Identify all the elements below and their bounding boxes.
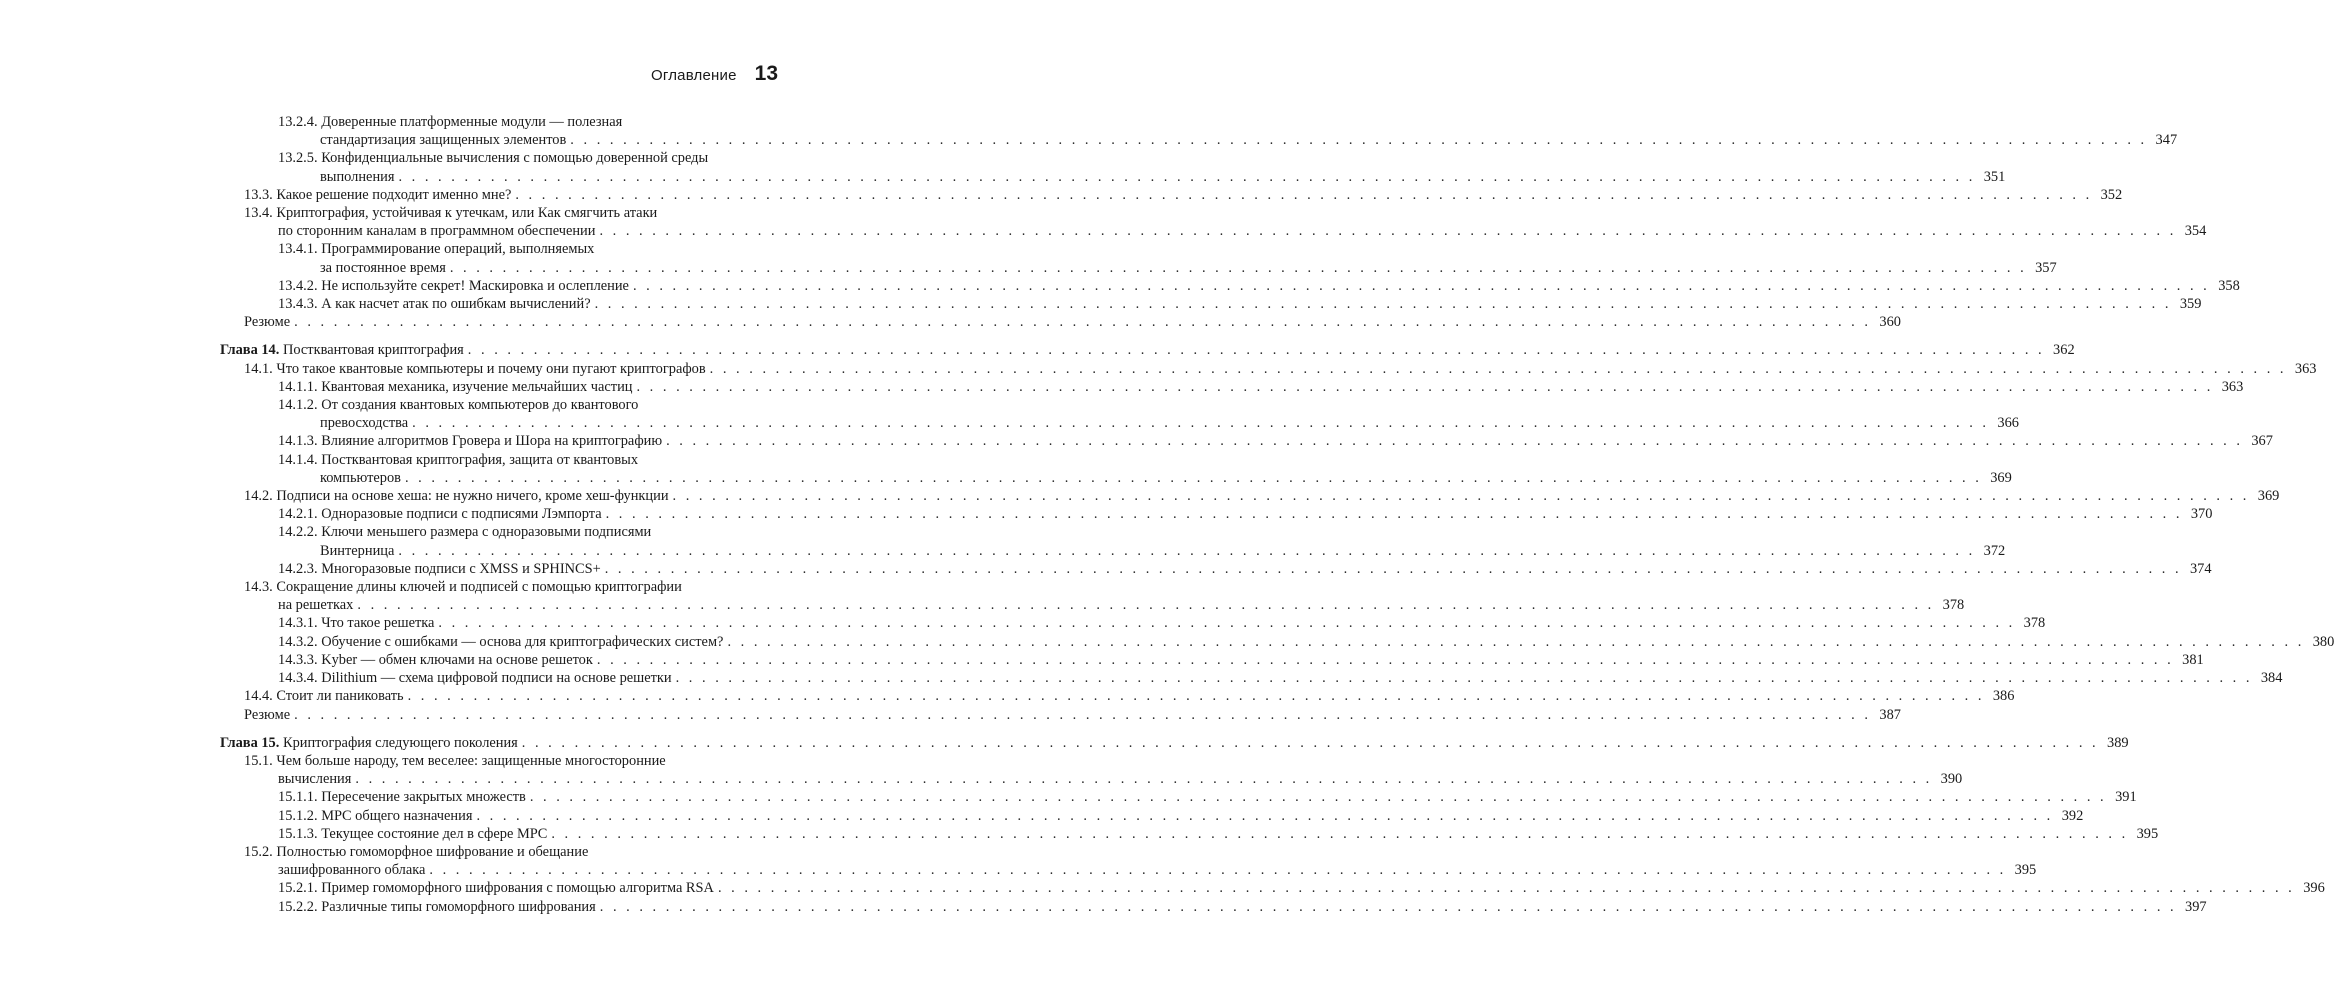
section-number: 14.2. — [244, 488, 273, 505]
entry-title-line: на решетках — [278, 597, 354, 614]
entry-title-line: по сторонним каналам в программном обеспечении — [278, 223, 596, 240]
entry-page-number: 390 — [1940, 771, 1963, 788]
header-title: Оглавление — [651, 67, 737, 84]
toc-entry — [220, 843, 2037, 879]
section-number: 14.4. — [244, 688, 273, 705]
dot-leader: . . . . . . . . . . . . . . . . . . . . . . . . . . . . . . . . . . . . . . . . . . . . . . . . . . . . . . . . . . . . . . . . . . . . . . . . . . . . . . . . . . . . . . . . . . . . . . . . . . . . . . . . . . . . . . . . . . . . . . . . — [727, 633, 2305, 650]
entry-page-number: 396 — [2303, 880, 2325, 897]
dot-leader: . . . . . . . . . . . . . . . . . . . . . . . . . . . . . . . . . . . . . . . . . . . . . . . . . . . . . . . . . . . . . . . . . . . . . . . . . . . . . . . . . . . . . . . . . . . . . . . . . . . . . . . . . . . . . . . . . . . . . . . . — [294, 706, 1871, 723]
toc-entry — [220, 825, 2159, 843]
entry-page-number: 389 — [2107, 734, 2129, 751]
dot-leader: . . . . . . . . . . . . . . . . . . . . . . . . . . . . . . . . . . . . . . . . . . . . . . . . . . . . . . . . . . . . . . . . . . . . . . . . . . . . . . . . . . . . . . . . . . . . . . . . . . . . . . . . . . . . . . . . . . . . . . . . — [467, 342, 2045, 359]
dot-leader: . . . . . . . . . . . . . . . . . . . . . . . . . . . . . . . . . . . . . . . . . . . . . . . . . . . . . . . . . . . . . . . . . . . . . . . . . . . . . . . . . . . . . . . . . . . . . . . . . . . . . . . . . . . . . . . . . . . . . . . . — [599, 898, 2177, 915]
entry-page-number: 347 — [2155, 132, 2178, 149]
entry-page-number: 369 — [2257, 488, 2280, 505]
running-header — [651, 62, 778, 86]
toc-entry — [220, 807, 2084, 825]
dot-leader: . . . . . . . . . . . . . . . . . . . . . . . . . . . . . . . . . . . . . . . . . . . . . . . . . . . . . . . . . . . . . . . . . . . . . . . . . . . . . . . . . . . . . . . . . . . . . . . . . . . . . . . . . . . . . . . . . . . . . . . . — [407, 688, 1985, 705]
dot-leader: . . . . . . . . . . . . . . . . . . . . . . . . . . . . . . . . . . . . . . . . . . . . . . . . . . . . . . . . . . . . . . . . . . . . . . . . . . . . . . . . . . . . . . . . . . . . . . . . . . . . . . . . . . . . . . . . . . . . . . . . — [398, 542, 1976, 559]
entry-title-line: Доверенные платформенные модули — полезная — [321, 114, 623, 130]
entry-page-number: 387 — [1879, 706, 1901, 723]
dot-leader: . . . . . . . . . . . . . . . . . . . . . . . . . . . . . . . . . . . . . . . . . . . . . . . . . . . . . . . . . . . . . . . . . . . . . . . . . . . . . . . . . . . . . . . . . . . . . . . . . . . . . . . . . . . . . . . . . . . . . . . . — [357, 597, 1935, 614]
entry-title-line: Обучение с ошибками — основа для криптографических систем? — [321, 633, 724, 650]
entry-title-line: зашифрованного облака — [278, 862, 426, 879]
toc-entry — [220, 487, 2280, 505]
entry-title-line: Стоит ли паниковать — [276, 688, 404, 705]
section-number: 14.3. — [244, 579, 273, 596]
entry-page-number: 360 — [1879, 314, 1901, 331]
section-number: 14.3.4. — [278, 670, 318, 687]
entry-title-line: Многоразовые подписи с XMSS и SPHINCS+ — [321, 560, 601, 577]
entry-title-line: Криптография следующего поколения — [282, 734, 518, 751]
entry-page-number: 357 — [2035, 259, 2057, 276]
dot-leader: . . . . . . . . . . . . . . . . . . . . . . . . . . . . . . . . . . . . . . . . . . . . . . . . . . . . . . . . . . . . . . . . . . . . . . . . . . . . . . . . . . . . . . . . . . . . . . . . . . . . . . . . . . . . . . . . . . . . . . . . — [636, 378, 2214, 395]
toc-entry — [220, 651, 2204, 669]
entry-title-line: Какое решение подходит именно мне? — [276, 186, 512, 203]
section-number: 14.1.1. — [278, 378, 318, 395]
entry-page-number: 351 — [1983, 168, 2006, 185]
toc-chapter-entry — [220, 734, 2129, 752]
entry-page-number: 395 — [2136, 825, 2159, 842]
dot-leader: . . . . . . . . . . . . . . . . . . . . . . . . . . . . . . . . . . . . . . . . . . . . . . . . . . . . . . . . . . . . . . . . . . . . . . . . . . . . . . . . . . . . . . . . . . . . . . . . . . . . . . . . . . . . . . . . . . . . . . . . — [599, 223, 2177, 240]
entry-page-number: 378 — [1942, 597, 1965, 614]
entry-page-number: 358 — [2218, 277, 2240, 294]
section-number: 15.1.2. — [278, 807, 318, 824]
entry-title-line: Kyber — обмен ключами на основе решеток — [321, 651, 593, 668]
entry-title-line: Конфиденциальные вычисления с помощью доверенной среды — [321, 150, 709, 167]
toc-entry — [220, 240, 2057, 276]
entry-page-number: 392 — [2061, 807, 2084, 824]
entry-title-line: А как насчет атак по ошибкам вычислений? — [321, 296, 591, 313]
dot-leader: . . . . . . . . . . . . . . . . . . . . . . . . . . . . . . . . . . . . . . . . . . . . . . . . . . . . . . . . . . . . . . . . . . . . . . . . . . . . . . . . . . . . . . . . . . . . . . . . . . . . . . . . . . . . . . . . . . . . . . . . — [605, 506, 2183, 523]
entry-title-line: Винтерница — [320, 542, 395, 559]
dot-leader: . . . . . . . . . . . . . . . . . . . . . . . . . . . . . . . . . . . . . . . . . . . . . . . . . . . . . . . . . . . . . . . . . . . . . . . . . . . . . . . . . . . . . . . . . . . . . . . . . . . . . . . . . . . . . . . . . . . . . . . . — [355, 771, 1933, 788]
entry-title-line: вычисления — [278, 771, 352, 788]
section-number: 14.3.2. — [278, 633, 318, 650]
entry-title-line: Программирование операций, выполняемых — [321, 241, 595, 258]
section-number: 13.2.4. — [278, 114, 318, 130]
entry-title-line: От создания квантовых компьютеров до квантового — [321, 397, 639, 414]
entry-title-line: за постоянное время — [320, 259, 446, 276]
entry-page-number: 391 — [2115, 789, 2137, 806]
entry-title-line: Dilithium — схема цифровой подписи на основе решетки — [321, 670, 672, 687]
entry-page-number: 386 — [1992, 688, 2015, 705]
entry-title-line: Ключи меньшего размера с одноразовыми подписями — [321, 524, 652, 541]
entry-page-number: 367 — [2251, 433, 2273, 450]
entry-page-number: 384 — [2260, 670, 2283, 687]
section-number: 13.2.5. — [278, 150, 318, 167]
entry-page-number: 369 — [1990, 469, 2012, 486]
entry-page-number: 363 — [2221, 378, 2244, 395]
dot-leader: . . . . . . . . . . . . . . . . . . . . . . . . . . . . . . . . . . . . . . . . . . . . . . . . . . . . . . . . . . . . . . . . . . . . . . . . . . . . . . . . . . . . . . . . . . . . . . . . . . . . . . . . . . . . . . . . . . . . . . . . — [521, 734, 2099, 751]
dot-leader: . . . . . . . . . . . . . . . . . . . . . . . . . . . . . . . . . . . . . . . . . . . . . . . . . . . . . . . . . . . . . . . . . . . . . . . . . . . . . . . . . . . . . . . . . . . . . . . . . . . . . . . . . . . . . . . . . . . . . . . . — [675, 670, 2253, 687]
toc-entry — [220, 451, 2012, 487]
dot-leader: . . . . . . . . . . . . . . . . . . . . . . . . . . . . . . . . . . . . . . . . . . . . . . . . . . . . . . . . . . . . . . . . . . . . . . . . . . . . . . . . . . . . . . . . . . . . . . . . . . . . . . . . . . . . . . . . . . . . . . . . — [717, 880, 2295, 897]
entry-title-line: Что такое квантовые компьютеры и почему они пугают криптографов — [276, 360, 706, 377]
dot-leader: . . . . . . . . . . . . . . . . . . . . . . . . . . . . . . . . . . . . . . . . . . . . . . . . . . . . . . . . . . . . . . . . . . . . . . . . . . . . . . . . . . . . . . . . . . . . . . . . . . . . . . . . . . . . . . . . . . . . . . . . — [438, 615, 2016, 632]
entry-title-line: Не используйте секрет! Маскировка и ослепление — [321, 277, 629, 294]
entry-page-number: 372 — [1983, 542, 2006, 559]
dot-leader: . . . . . . . . . . . . . . . . . . . . . . . . . . . . . . . . . . . . . . . . . . . . . . . . . . . . . . . . . . . . . . . . . . . . . . . . . . . . . . . . . . . . . . . . . . . . . . . . . . . . . . . . . . . . . . . . . . . . . . . . — [515, 186, 2093, 203]
entry-title-line: Резюме — [244, 706, 291, 723]
toc-entry — [220, 432, 2273, 450]
dot-leader: . . . . . . . . . . . . . . . . . . . . . . . . . . . . . . . . . . . . . . . . . . . . . . . . . . . . . . . . . . . . . . . . . . . . . . . . . . . . . . . . . . . . . . . . . . . . . . . . . . . . . . . . . . . . . . . . . . . . . . . . — [294, 314, 1871, 331]
table-of-contents — [220, 113, 2334, 916]
entry-page-number: 397 — [2185, 898, 2207, 915]
section-number: 15.2.1. — [278, 880, 318, 897]
entry-title-line: Пересечение закрытых множеств — [321, 789, 526, 806]
toc-entry — [220, 149, 2006, 185]
entry-page-number: 359 — [2179, 296, 2202, 313]
dot-leader: . . . . . . . . . . . . . . . . . . . . . . . . . . . . . . . . . . . . . . . . . . . . . . . . . . . . . . . . . . . . . . . . . . . . . . . . . . . . . . . . . . . . . . . . . . . . . . . . . . . . . . . . . . . . . . . . . . . . . . . . — [412, 415, 1989, 432]
toc-summary-entry — [220, 706, 1901, 724]
entry-title-line: Постквантовая криптография, защита от квантовых — [321, 451, 639, 468]
section-number: 14.2.1. — [278, 506, 318, 523]
entry-page-number: 363 — [2294, 360, 2317, 377]
toc-entry — [220, 578, 1965, 614]
section-number: 13.4.2. — [278, 277, 318, 294]
section-number: 15.2.2. — [278, 898, 318, 915]
section-number: 14.3.1. — [278, 615, 318, 632]
entry-title-line: Полностью гомоморфное шифрование и обещание — [276, 843, 589, 860]
dot-leader: . . . . . . . . . . . . . . . . . . . . . . . . . . . . . . . . . . . . . . . . . . . . . . . . . . . . . . . . . . . . . . . . . . . . . . . . . . . . . . . . . . . . . . . . . . . . . . . . . . . . . . . . . . . . . . . . . . . . . . . . — [666, 433, 2243, 450]
section-number: 14.3.3. — [278, 651, 318, 668]
chapter-label: Глава 15. — [220, 734, 280, 751]
dot-leader: . . . . . . . . . . . . . . . . . . . . . . . . . . . . . . . . . . . . . . . . . . . . . . . . . . . . . . . . . . . . . . . . . . . . . . . . . . . . . . . . . . . . . . . . . . . . . . . . . . . . . . . . . . . . . . . . . . . . . . . . — [709, 360, 2287, 377]
section-number: 15.2. — [244, 843, 273, 860]
dot-leader: . . . . . . . . . . . . . . . . . . . . . . . . . . . . . . . . . . . . . . . . . . . . . . . . . . . . . . . . . . . . . . . . . . . . . . . . . . . . . . . . . . . . . . . . . . . . . . . . . . . . . . . . . . . . . . . . . . . . . . . . — [596, 651, 2174, 668]
toc-entry — [220, 614, 2046, 632]
toc-entry — [220, 788, 2137, 806]
entry-page-number: 354 — [2184, 223, 2207, 240]
dot-leader: . . . . . . . . . . . . . . . . . . . . . . . . . . . . . . . . . . . . . . . . . . . . . . . . . . . . . . . . . . . . . . . . . . . . . . . . . . . . . . . . . . . . . . . . . . . . . . . . . . . . . . . . . . . . . . . . . . . . . . . . — [570, 132, 2148, 149]
entry-title-line: Влияние алгоритмов Гровера и Шора на криптографию — [321, 433, 663, 450]
dot-leader: . . . . . . . . . . . . . . . . . . . . . . . . . . . . . . . . . . . . . . . . . . . . . . . . . . . . . . . . . . . . . . . . . . . . . . . . . . . . . . . . . . . . . . . . . . . . . . . . . . . . . . . . . . . . . . . . . . . . . . . . — [398, 168, 1976, 185]
toc-entry — [220, 560, 2212, 578]
toc-entry — [220, 360, 2317, 378]
entry-page-number: 352 — [2100, 186, 2123, 203]
toc-entry — [220, 396, 2019, 432]
entry-title-line: выполнения — [320, 168, 395, 185]
entry-title-line: Различные типы гомоморфного шифрования — [321, 898, 596, 915]
toc-entry — [220, 687, 2015, 705]
entry-title-line: Подписи на основе хеша: не нужно ничего, кроме хеш-функции — [276, 488, 669, 505]
entry-page-number: 366 — [1997, 415, 2019, 432]
section-number: 13.4. — [244, 205, 273, 222]
toc-entry — [220, 879, 2325, 897]
toc-entry — [220, 669, 2283, 687]
toc-entry — [220, 113, 2178, 149]
section-number: 15.1.3. — [278, 825, 318, 842]
toc-chapter-entry — [220, 341, 2075, 359]
entry-title-line: Что такое решетка — [321, 615, 435, 632]
page-number: 13 — [754, 62, 778, 85]
entry-title-line: стандартизация защищенных элементов — [320, 132, 567, 149]
toc-entry — [220, 898, 2207, 916]
entry-title-line: Постквантовая криптография — [282, 342, 464, 359]
entry-page-number: 380 — [2312, 633, 2334, 650]
section-number: 13.4.3. — [278, 296, 318, 313]
entry-page-number: 362 — [2053, 342, 2075, 359]
dot-leader: . . . . . . . . . . . . . . . . . . . . . . . . . . . . . . . . . . . . . . . . . . . . . . . . . . . . . . . . . . . . . . . . . . . . . . . . . . . . . . . . . . . . . . . . . . . . . . . . . . . . . . . . . . . . . . . . . . . . . . . . — [594, 296, 2172, 313]
section-number: 14.1.2. — [278, 397, 318, 414]
entry-page-number: 381 — [2182, 651, 2204, 668]
dot-leader: . . . . . . . . . . . . . . . . . . . . . . . . . . . . . . . . . . . . . . . . . . . . . . . . . . . . . . . . . . . . . . . . . . . . . . . . . . . . . . . . . . . . . . . . . . . . . . . . . . . . . . . . . . . . . . . . . . . . . . . . — [672, 488, 2250, 505]
dot-leader: . . . . . . . . . . . . . . . . . . . . . . . . . . . . . . . . . . . . . . . . . . . . . . . . . . . . . . . . . . . . . . . . . . . . . . . . . . . . . . . . . . . . . . . . . . . . . . . . . . . . . . . . . . . . . . . . . . . . . . . . — [404, 469, 1982, 486]
entry-page-number: 378 — [2023, 615, 2046, 632]
dot-leader: . . . . . . . . . . . . . . . . . . . . . . . . . . . . . . . . . . . . . . . . . . . . . . . . . . . . . . . . . . . . . . . . . . . . . . . . . . . . . . . . . . . . . . . . . . . . . . . . . . . . . . . . . . . . . . . . . . . . . . . . — [429, 862, 2007, 879]
section-number: 15.1.1. — [278, 789, 318, 806]
section-number: 13.3. — [244, 186, 273, 203]
toc-entry — [220, 752, 1963, 788]
toc-entry — [220, 277, 2240, 295]
section-number: 14.2.3. — [278, 560, 318, 577]
entry-title-line: Криптография, устойчивая к утечкам, или Как смягчить атаки — [276, 205, 658, 222]
toc-entry — [220, 505, 2213, 523]
dot-leader: . . . . . . . . . . . . . . . . . . . . . . . . . . . . . . . . . . . . . . . . . . . . . . . . . . . . . . . . . . . . . . . . . . . . . . . . . . . . . . . . . . . . . . . . . . . . . . . . . . . . . . . . . . . . . . . . . . . . . . . . — [604, 560, 2182, 577]
entry-title-line: Пример гомоморфного шифрования с помощью алгоритма RSA — [321, 880, 714, 897]
dot-leader: . . . . . . . . . . . . . . . . . . . . . . . . . . . . . . . . . . . . . . . . . . . . . . . . . . . . . . . . . . . . . . . . . . . . . . . . . . . . . . . . . . . . . . . . . . . . . . . . . . . . . . . . . . . . . . . . . . . . . . . . — [476, 807, 2054, 824]
entry-page-number: 395 — [2014, 862, 2037, 879]
dot-leader: . . . . . . . . . . . . . . . . . . . . . . . . . . . . . . . . . . . . . . . . . . . . . . . . . . . . . . . . . . . . . . . . . . . . . . . . . . . . . . . . . . . . . . . . . . . . . . . . . . . . . . . . . . . . . . . . . . . . . . . . — [449, 259, 2027, 276]
toc-entry — [220, 204, 2207, 240]
entry-page-number: 370 — [2190, 506, 2213, 523]
entry-page-number: 374 — [2189, 560, 2212, 577]
chapter-label: Глава 14. — [220, 342, 280, 359]
entry-title-line: Одноразовые подписи с подписями Лэмпорта — [321, 506, 602, 523]
toc-entry — [220, 378, 2244, 396]
section-number: 13.4.1. — [278, 241, 318, 258]
section-number: 14.1. — [244, 360, 273, 377]
entry-title-line: Квантовая механика, изучение мельчайших частиц — [321, 378, 633, 395]
entry-title-line: компьютеров — [320, 469, 401, 486]
entry-title-line: Текущее состояние дел в сфере MPC — [321, 825, 548, 842]
dot-leader: . . . . . . . . . . . . . . . . . . . . . . . . . . . . . . . . . . . . . . . . . . . . . . . . . . . . . . . . . . . . . . . . . . . . . . . . . . . . . . . . . . . . . . . . . . . . . . . . . . . . . . . . . . . . . . . . . . . . . . . . — [529, 789, 2107, 806]
toc-entry — [220, 523, 2006, 559]
section-number: 15.1. — [244, 752, 273, 769]
toc-summary-entry — [220, 313, 1901, 331]
section-number: 14.2.2. — [278, 524, 318, 541]
toc-entry — [220, 295, 2202, 313]
toc-entry — [220, 633, 2334, 651]
entry-title-line: MPC общего назначения — [321, 807, 473, 824]
entry-title-line: Резюме — [244, 314, 291, 331]
entry-title-line: Сокращение длины ключей и подписей с помощью криптографии — [276, 579, 682, 596]
dot-leader: . . . . . . . . . . . . . . . . . . . . . . . . . . . . . . . . . . . . . . . . . . . . . . . . . . . . . . . . . . . . . . . . . . . . . . . . . . . . . . . . . . . . . . . . . . . . . . . . . . . . . . . . . . . . . . . . . . . . . . . . — [551, 825, 2129, 842]
toc-entry — [220, 186, 2123, 204]
section-number: 14.1.3. — [278, 433, 318, 450]
entry-title-line: Чем больше народу, тем веселее: защищенные многосторонние — [276, 752, 666, 769]
dot-leader: . . . . . . . . . . . . . . . . . . . . . . . . . . . . . . . . . . . . . . . . . . . . . . . . . . . . . . . . . . . . . . . . . . . . . . . . . . . . . . . . . . . . . . . . . . . . . . . . . . . . . . . . . . . . . . . . . . . . . . . . — [632, 277, 2210, 294]
section-number: 14.1.4. — [278, 451, 318, 468]
entry-title-line: превосходства — [320, 415, 409, 432]
